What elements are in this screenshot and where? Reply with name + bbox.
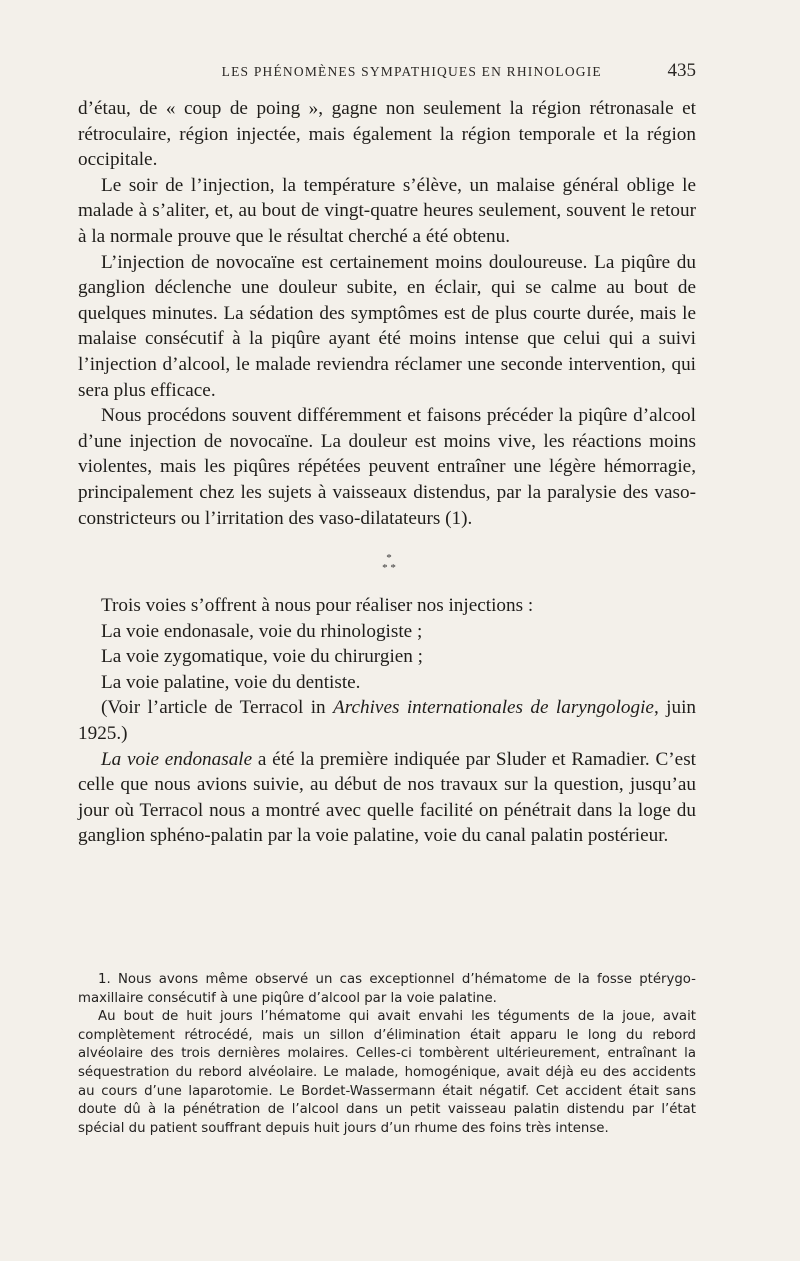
paragraph: d’étau, de « coup de poing », gagne non seulement la région rétronasale et rétroculaire, région injectée, mais également la région temporale et la région occipitale. — [78, 98, 696, 171]
footnote-continuation: Au bout de huit jours l’hématome qui avait envahi les téguments de la joue, avait complètement rétrocédé, mais un sillon d’élimination était apparu le long du rebord alvéolaire des trois dernières molaires. Celles-ci tombèrent ultérieurement, entraînant la séquestration du rebord alvéolaire. Le malade, homogénique, avait déjà eu des accidents au cours d’une laparotomie. Le Bordet-Wassermann était négatif. Cet accident était sans doute dû à la pénétration de l’alcool dans un petit vaisseau palatin distendu par l’état spécial du patient souffrant depuis huit jours d’un rhume des foins très intense. — [78, 1009, 696, 1136]
section-separator — [78, 553, 696, 573]
list-item: La voie palatine, voie du dentiste. — [101, 671, 361, 693]
list-item: La voie zygomatique, voie du chirurgien ; — [101, 646, 424, 668]
separator-star-bottom: * * — [382, 562, 396, 575]
running-head — [76, 60, 696, 82]
separator-star-top: * — [386, 552, 392, 565]
body-text — [78, 96, 696, 849]
paragraph — [78, 747, 696, 849]
list-item: La voie endonasale, voie du rhinologiste ; — [101, 620, 423, 642]
paragraph-text: a été la première indiquée par Sluder et Ramadier. C’est celle que nous avions suivie, au début de nos travaux sur la question, jusqu’au jour où Terracol nous a montré avec quelle facilité on pénétrait dans la loge du ganglion sphéno-palatin par la voie palatine, voie du canal palatin postérieur. — [78, 748, 696, 847]
paragraph: Trois voies s’offrent à nous pour réaliser nos injections : — [101, 595, 534, 617]
reference-text: (Voir l’article de Terracol in — [101, 697, 334, 719]
paragraph: Nous procédons souvent différemment et faisons précéder la piqûre d’alcool d’une injection de novocaïne. La douleur est moins vive, les réactions moins violentes, mais les piqûres répétées peuvent entraîner une légère hémorragie, principalement chez les sujets à vaisseaux distendus, par la paralysie des vaso-constricteurs ou l’irritation des vaso-dilatateurs (1). — [78, 405, 696, 529]
journal-title: Archives internationales de laryngologie — [333, 697, 654, 719]
footnotes — [78, 971, 696, 1138]
paragraph: L’injection de novocaïne est certainement moins douloureuse. La piqûre du ganglion déclenche une douleur subite, en éclair, qui se calme au bout de quelques minutes. La sédation des symptômes est de plus courte durée, mais le malaise consécutif à la piqûre ayant été moins intense que celui qui a suivi l’injection d’alcool, le malade reviendra réclamer une seconde intervention, qui sera plus efficace. — [78, 251, 696, 401]
running-title: LES PHÉNOMÈNES SYMPATHIQUES EN RHINOLOGIE — [221, 64, 602, 79]
footnote: 1. Nous avons même observé un cas exceptionnel d’hématome de la fosse ptérygo-maxillaire consécutif à une piqûre d’alcool par la voie palatine. — [78, 972, 696, 1006]
reference-date: , juin 1925.) — [78, 697, 696, 745]
paragraph: Le soir de l’injection, la température s’élève, un malaise général oblige le malade à s’aliter, et, au bout de vingt-quatre heures seulement, souvent le retour à la normale prouve que le résultat cherché a été obtenu. — [78, 174, 696, 247]
reference-paragraph — [78, 695, 696, 746]
page-number: 435 — [667, 60, 696, 81]
emphasis-term: La voie endonasale — [101, 748, 253, 770]
